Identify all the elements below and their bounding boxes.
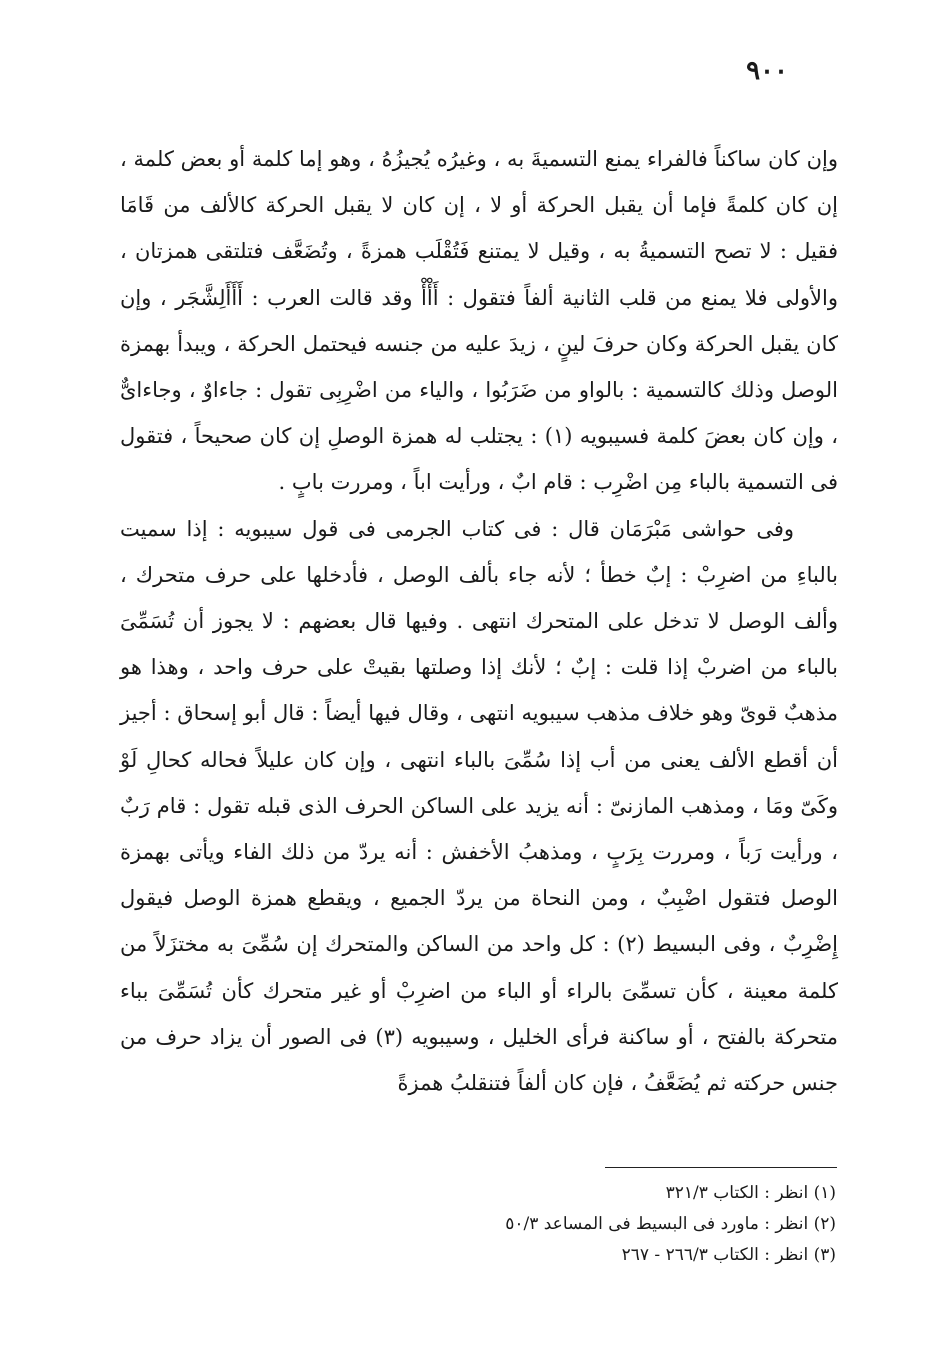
paragraph-1: وإن كان ساكناً فالفراء يمنع التسميةَ به ، وغيرُه يُجيزُهُ ، وهو إما كلمة أو بعض كلمة ، إن كان كلمةً فإما أن يقبل الحركة أو لا ، إن كان لا يقبل الحركة كالألف من قَامَا فقيل : لا تصح التسميةُ به ، وقيل لا يمتنع فَتُقْلَب همزةً ، وتُضَعَّف فتلتقى همزتان ، والأولى فلا يمنع من قلب الثانية ألفاً فتقول : أَأْأْ وقد قالت العرب : أَأَأَلِشَّجَر ، وإن كان يقبل الحركة وكان حرفَ لينٍ ، زيدَ عليه من جنسه فيحتمل الحركة ، ويبدأ بهمزة الوصل وذلك كالتسمية : بالواو من ضَرَبُوا ، والياء من اضْرِبِى تقول : جاءاوٌ ، وجاءاىٌّ ، وإن كان بعضَ كلمة فسيبويه (١) : يجتلب له همزة الوصلِ إن كان صحيحاً ، فتقول فى التسمية بالباء مِن اضْرِب : قام ابٌ ، ورأيت اباً ، ومررت بابٍ . (120, 147, 838, 495)
footnote-2: (٢) انظر : ماورد فى البسيط فى المساعد ٥٠/٣ (505, 1214, 836, 1234)
main-text (120, 136, 838, 1106)
page-number: ٩٠٠ (746, 56, 788, 86)
footnote-1: (١) انظر : الكتاب ٣٢١/٣ (665, 1183, 836, 1203)
footnote-3: (٣) انظر : الكتاب ٢٦٦/٣ - ٢٦٧ (621, 1245, 836, 1265)
paragraph-2: وفى حواشى مَبْرَمَان قال : فى كتاب الجرمى فى قول سيبويه : إذا سميت بالباءِ من اضرِبْ : إبٌ خطأ ؛ لأنه جاء بألف الوصل ، فأدخلها على حرف متحرك ، وألف الوصل لا تدخل على المتحرك انتهى . وفيها قال بعضهم : لا يجوز أن تُسَمِّىَ بالباء من اضربْ إذا قلت : إبٌ ؛ لأنك إذا وصلتها بقيتْ على حرف واحد ، وهذا هو مذهبٌ قوىّ وهو خلاف مذهب سيبويه انتهى ، وقال فيها أيضاً : قال أبو إسحاق : أجيز أن أقطع الألف يعنى من أب إذا سُمِّىَ بالباء انتهى ، وإن كان عليلاً فحاله كحالِ لَوْ وكَىّ ومَا ، ومذهب المازنىّ : أنه يزيد على الساكن الحرف الذى قبله تقول : قام رَبٌ ، ورأيت رَباً ، ومررت بِرَبٍ ، ومذهبُ الأخفش : أنه يردّ من ذلك الفاء ويأتى بهمزة الوصل فتقول اضْبِبٌ ، ومن النحاة من يردّ الجميع ، ويقطع همزة الوصل فيقول إِضْرِبٌ ، وفى البسيط (٢) : كل واحد من الساكن والمتحرك إن سُمِّىَ به مختزَلاً من كلمة معينة ، كأن تسمِّىَ بالراء أو الباء من اضرِبْ أو غير متحرك كأن تُسَمِّىَ بباء متحركة بالفتح ، أو ساكنة فرأى الخليل ، وسيبويه (٣) فى الصور أن يزاد حرف من جنس حركته ثم يُضَعَّفُ ، فإن كان ألفاً فتنقلبُ همزةً (120, 516, 838, 1096)
footnotes (336, 1178, 836, 1271)
footnote-divider (605, 1167, 837, 1168)
